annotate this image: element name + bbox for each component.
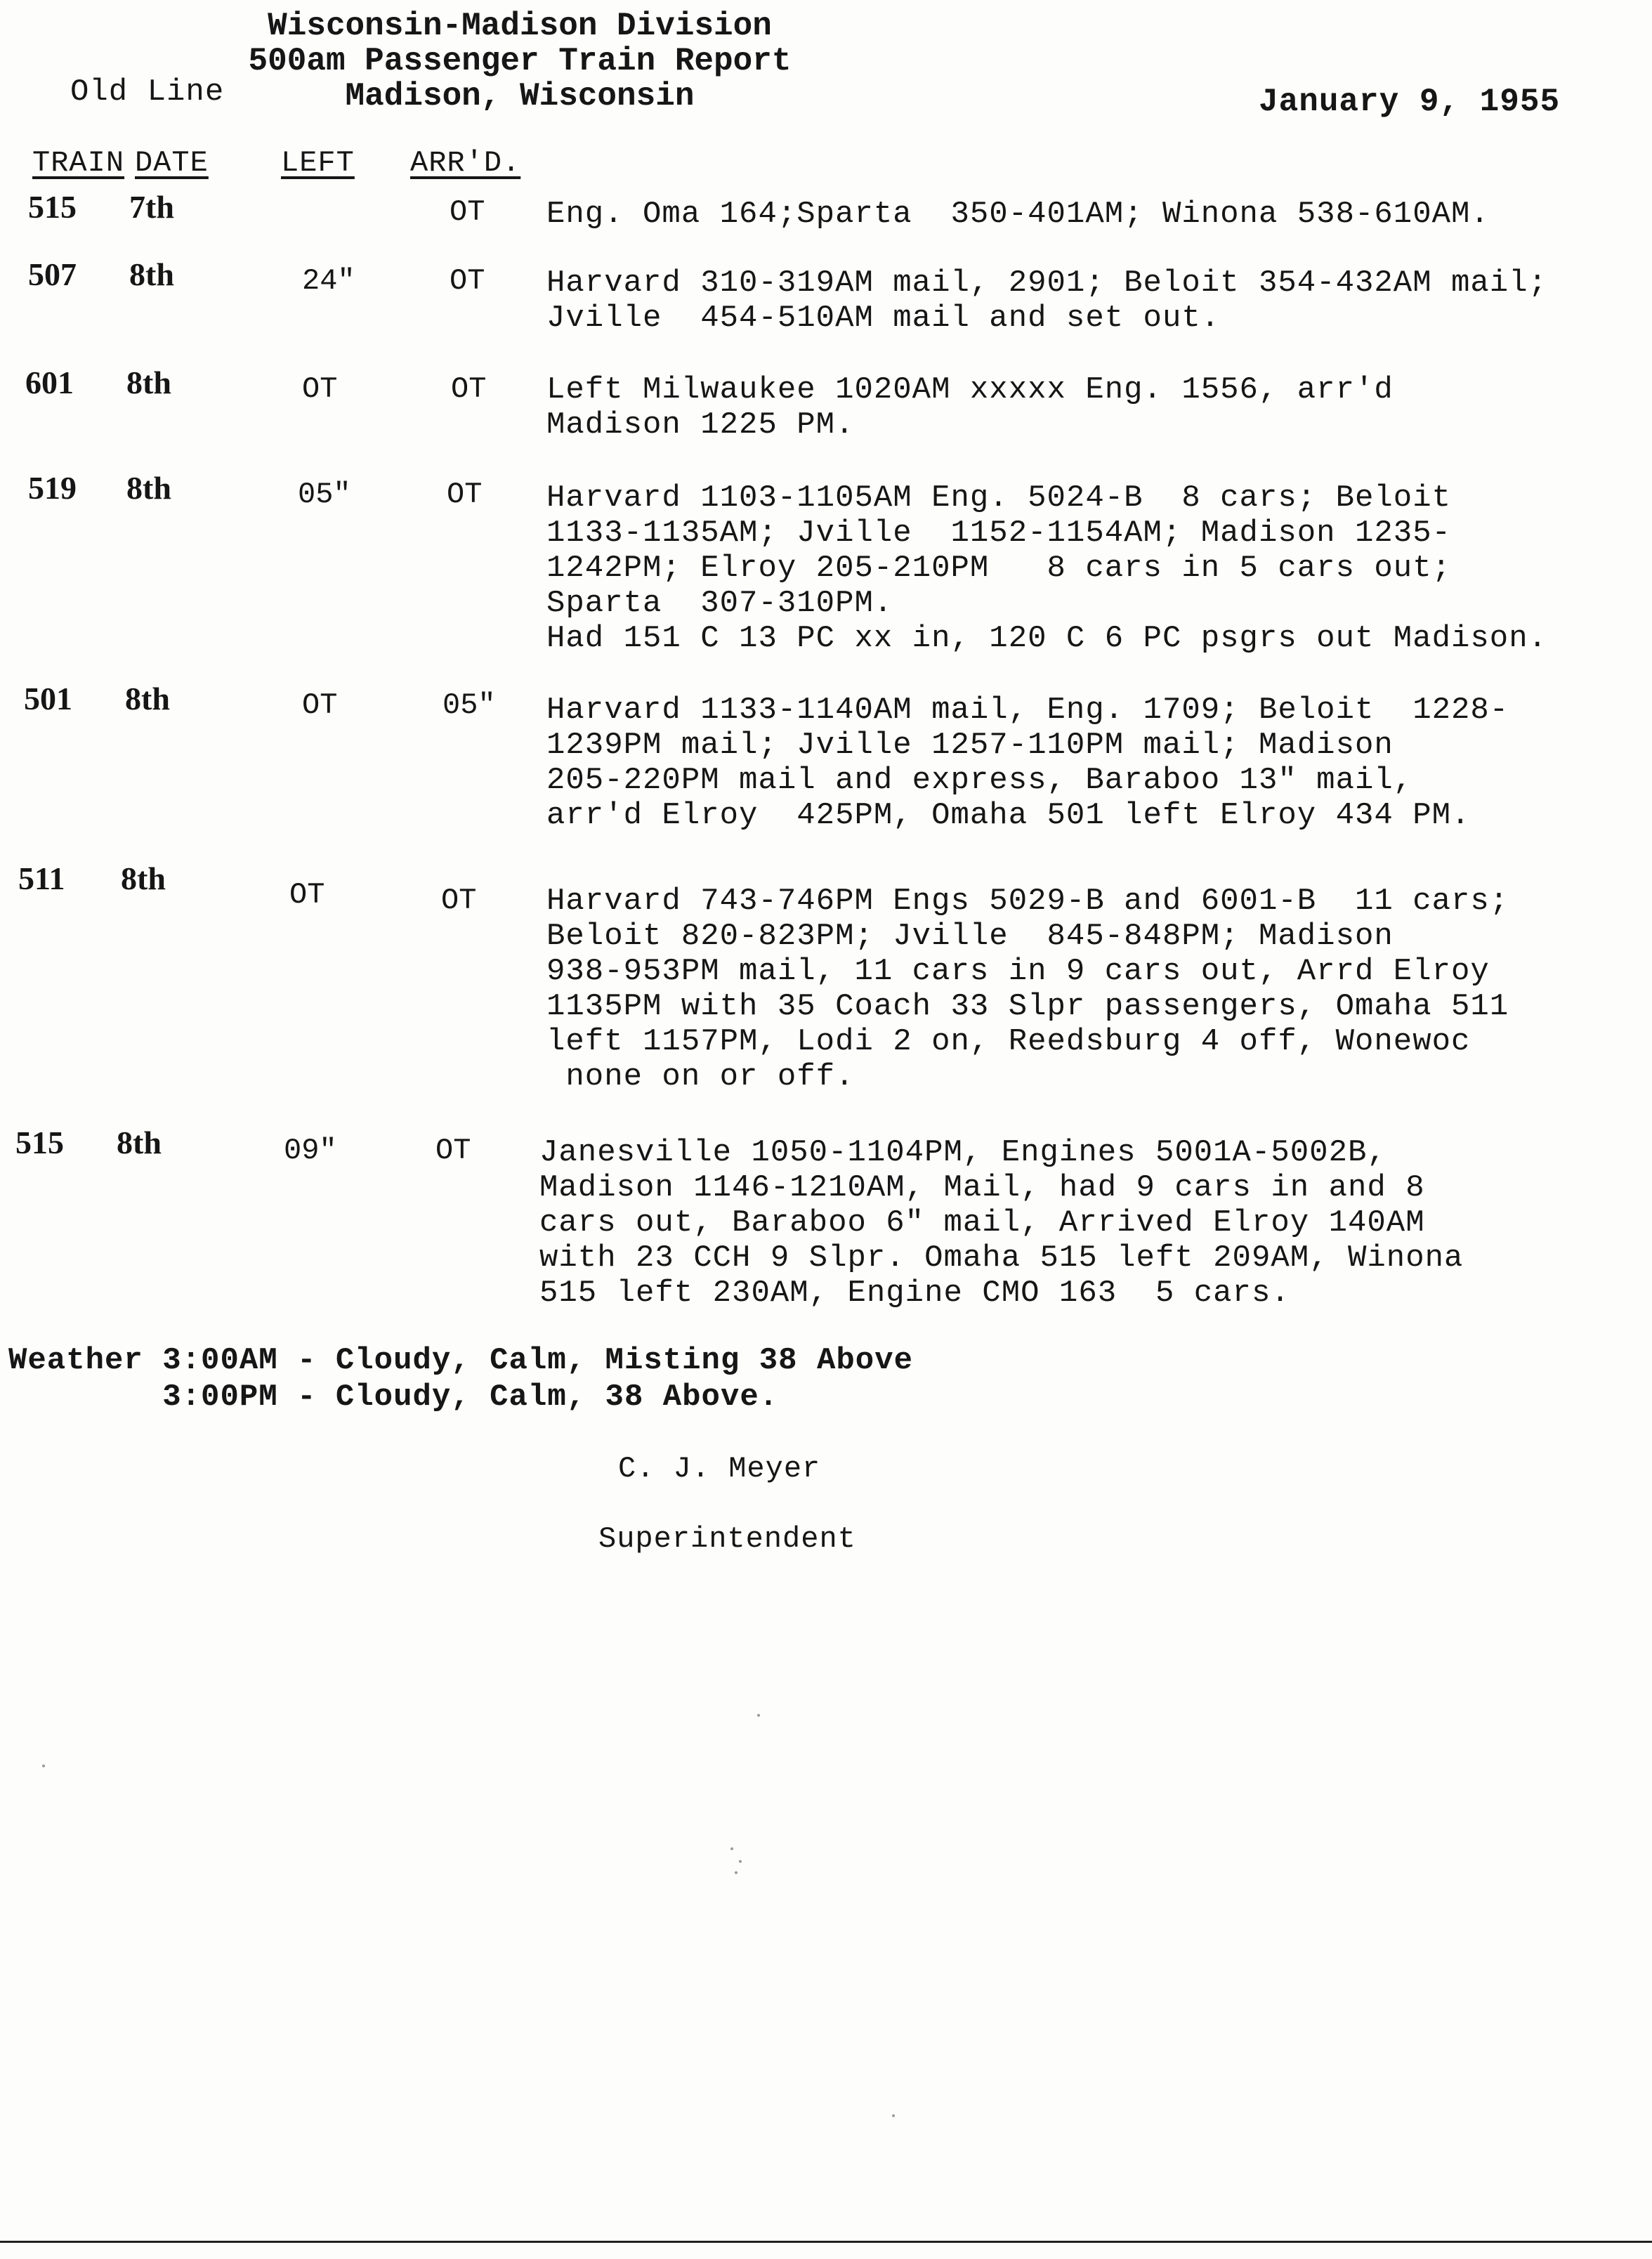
signature-name: C. J. Meyer xyxy=(618,1452,821,1486)
remark-line: 1239PM mail; Jville 1257-110PM mail; Madison xyxy=(546,728,1394,763)
signature-title: Superintendent xyxy=(598,1522,856,1556)
remark-line: Harvard 1103-1105AM Eng. 5024-B 8 cars; Beloit xyxy=(546,480,1452,516)
scan-speck xyxy=(892,2114,895,2117)
left-time: 24" xyxy=(302,264,355,298)
column-head-left: LEFT xyxy=(281,146,355,180)
remark-line: 515 left 230AM, Engine CMO 163 5 cars. xyxy=(539,1276,1290,1311)
train-number: 507 xyxy=(28,256,77,292)
row-remarks xyxy=(546,884,1509,1094)
arrived-time: OT xyxy=(450,264,485,298)
train-number: 601 xyxy=(25,365,74,400)
train-number: 515 xyxy=(28,189,77,225)
left-time: 09" xyxy=(284,1134,337,1167)
train-date: 8th xyxy=(125,681,170,716)
remark-line: Left Milwaukee 1020AM xxxxx Eng. 1556, arr'd xyxy=(546,372,1394,407)
report-date: January 9, 1955 xyxy=(1259,84,1561,120)
remark-line: Sparta 307-310PM. xyxy=(546,586,893,621)
remark-line: with 23 CCH 9 Slpr. Omaha 515 left 209AM, Winona xyxy=(539,1240,1464,1276)
report-title-line-3: Madison, Wisconsin xyxy=(345,78,695,114)
remark-line: Had 151 C 13 PC xx in, 120 C 6 PC psgrs out Madison. xyxy=(546,621,1548,656)
column-head-date: DATE xyxy=(135,146,209,180)
row-remarks xyxy=(546,266,1547,336)
train-number: 515 xyxy=(15,1125,64,1160)
remark-line: arr'd Elroy 425PM, Omaha 501 left Elroy 434 PM. xyxy=(546,798,1471,833)
train-number: 501 xyxy=(24,681,72,716)
left-time: OT xyxy=(302,688,338,722)
left-time: OT xyxy=(289,878,325,912)
remark-line: Eng. Oma 164;Sparta 350-401AM; Winona 538-610AM. xyxy=(546,197,1490,232)
remark-line: Jville 454-510AM mail and set out. xyxy=(546,301,1221,336)
arrived-time: 05" xyxy=(442,688,496,722)
remark-line: cars out, Baraboo 6" mail, Arrived Elroy 140AM xyxy=(539,1205,1425,1240)
column-head-train: TRAIN xyxy=(32,146,125,180)
arrived-time: OT xyxy=(450,195,485,229)
arrived-time: OT xyxy=(451,372,487,406)
arrived-time: OT xyxy=(447,478,483,511)
remark-line: 938-953PM mail, 11 cars in 9 cars out, Arrd Elroy xyxy=(546,954,1490,989)
remark-line: Harvard 1133-1140AM mail, Eng. 1709; Beloit 1228- xyxy=(546,693,1509,728)
remark-line: 1135PM with 35 Coach 33 Slpr passengers, Omaha 511 xyxy=(546,989,1509,1024)
remark-line: Harvard 743-746PM Engs 5029-B and 6001-B 11 cars; xyxy=(546,884,1509,919)
train-date: 7th xyxy=(129,189,174,225)
row-remarks xyxy=(546,480,1547,656)
train-number: 519 xyxy=(28,470,77,506)
scan-speck xyxy=(735,1871,738,1874)
row-remarks xyxy=(546,197,1490,232)
remark-line: Madison 1225 PM. xyxy=(546,407,855,443)
row-remarks xyxy=(539,1135,1463,1311)
scan-speck xyxy=(42,1764,45,1767)
page-bottom-edge xyxy=(0,2241,1652,2243)
arrived-time: OT xyxy=(435,1134,471,1167)
train-date: 8th xyxy=(126,365,171,400)
left-time: 05" xyxy=(298,478,351,511)
scan-speck xyxy=(739,1860,742,1863)
left-time: OT xyxy=(302,372,338,406)
train-date: 8th xyxy=(126,470,171,506)
scan-speck xyxy=(730,1847,733,1850)
remark-line: 1242PM; Elroy 205-210PM 8 cars in 5 cars out; xyxy=(546,551,1452,586)
weather-line-1: Weather 3:00AM - Cloudy, Calm, Misting 38 Above xyxy=(8,1343,914,1378)
remark-line: 205-220PM mail and express, Baraboo 13" mail, xyxy=(546,763,1413,798)
weather-line-2: 3:00PM - Cloudy, Calm, 38 Above. xyxy=(8,1380,779,1415)
remark-line: Janesville 1050-1104PM, Engines 5001A-5002B, xyxy=(539,1135,1386,1170)
remark-line: Madison 1146-1210AM, Mail, had 9 cars in and 8 xyxy=(539,1170,1425,1205)
remark-line: 1133-1135AM; Jville 1152-1154AM; Madison 1235- xyxy=(546,516,1452,551)
report-title-line-1: Wisconsin-Madison Division xyxy=(268,8,772,44)
report-title-line-2: 500am Passenger Train Report xyxy=(248,43,792,79)
remark-line: Beloit 820-823PM; Jville 845-848PM; Madison xyxy=(546,919,1394,954)
remark-line: left 1157PM, Lodi 2 on, Reedsburg 4 off, Wonewoc xyxy=(546,1024,1471,1059)
old-line-label: Old Line xyxy=(70,74,225,110)
row-remarks xyxy=(546,693,1509,833)
column-head-arrd: ARR'D. xyxy=(410,146,521,180)
remark-line: Harvard 310-319AM mail, 2901; Beloit 354-432AM mail; xyxy=(546,266,1548,301)
train-date: 8th xyxy=(121,860,166,896)
train-date: 8th xyxy=(129,256,174,292)
remark-line: none on or off. xyxy=(546,1059,855,1094)
arrived-time: OT xyxy=(441,884,477,917)
scan-speck xyxy=(757,1714,760,1717)
row-remarks xyxy=(546,372,1394,443)
train-number: 511 xyxy=(18,860,65,896)
train-date: 8th xyxy=(117,1125,162,1160)
